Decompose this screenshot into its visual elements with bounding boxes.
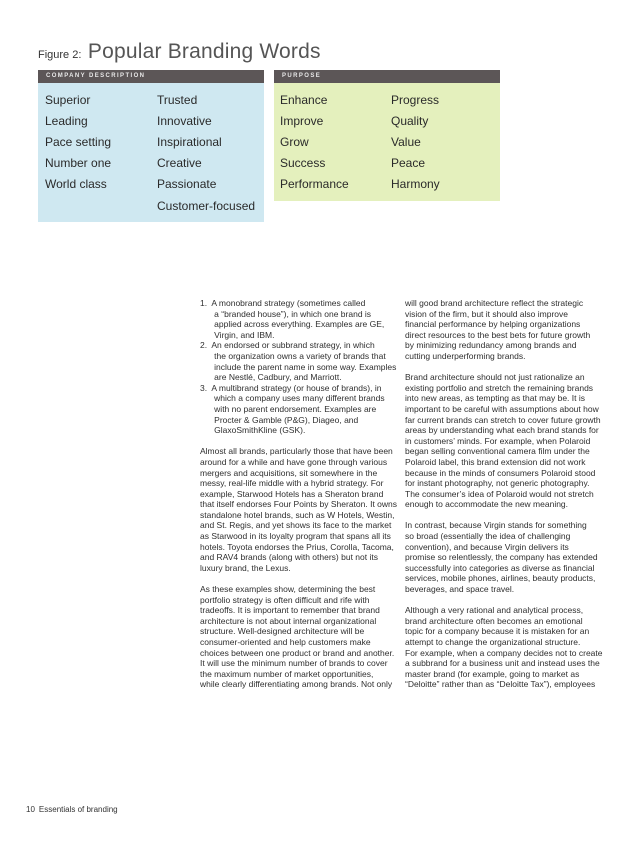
text-line: and St. Regis, and yet shows its face to the market [200, 520, 392, 531]
text-line: “Deloitte” rather than as “Deloitte Tax”), employees [405, 679, 596, 690]
company-description-body [38, 83, 264, 222]
text-line: choices between one product or brand and another. [200, 647, 395, 658]
figure-name: Popular Branding Words [87, 40, 321, 63]
text-line: Polaroid label, this brand extension did not work [405, 456, 586, 467]
purpose-word: Harmony [391, 177, 440, 191]
text-line: direct resources to the best bets for future growth [405, 329, 591, 340]
text-line: 3. A multibrand strategy (or house of brands), in [200, 382, 382, 393]
company-word: World class [45, 177, 107, 191]
page-number: 10 [26, 805, 35, 814]
text-line: successfully into categories as diverse as financial [405, 562, 595, 573]
text-line: the maximum number of market opportunities, [200, 668, 374, 679]
text-line: As these examples show, determining the best [200, 584, 376, 595]
text-line [405, 362, 620, 373]
footer-text: Essentials of branding [38, 805, 118, 814]
text-line: 2. An endorsed or subbrand strategy, in which [200, 340, 375, 351]
text-line: master brand (for example, going to market as [405, 668, 580, 679]
text-line: existing portfolio and stretch the remaining brands [405, 382, 594, 393]
text-line: promise so relentlessly, the company has extended [405, 552, 598, 563]
text-line: cutting underperforming brands. [405, 350, 526, 361]
text-line: vision of the firm, but it should also improve [405, 308, 568, 319]
text-line: the organization owns a variety of brands that [200, 350, 386, 361]
text-line: convention), and because Virgin delivers its [405, 541, 569, 552]
text-line: 1. A monobrand strategy (sometimes called [200, 298, 366, 308]
text-line [405, 510, 620, 521]
text-line: with no parent endorsement. Examples are [200, 403, 377, 414]
text-line: because in the minds of consumers Polaroid stood [405, 467, 596, 478]
text-line [200, 436, 396, 447]
text-line: Virgin, and IBM. [200, 329, 275, 340]
text-line: hotels. Toyota endorses the Prius, Corolla, Tacoma, [200, 541, 394, 552]
text-line: in customers’ minds. For example, when Polaroid [405, 435, 591, 446]
text-line: Almost all brands, particularly those that have been [200, 446, 393, 457]
text-line [200, 573, 396, 584]
company-word: Number one [45, 156, 112, 170]
figure-label: Figure 2: [38, 49, 82, 61]
text-line: as Starwood in its loyalty program that spans all its [200, 531, 391, 542]
text-line: a subbrand for a business unit and instead uses the [405, 658, 600, 669]
purpose-word: Progress [391, 93, 440, 107]
text-line: It will use the minimum number of brands to cover [200, 658, 388, 669]
text-line: consumer-oriented and help customers make [200, 637, 371, 647]
text-line: messy, real-life middle with a hybrid strategy. For [200, 478, 384, 489]
company-word: Passionate [157, 177, 217, 191]
company-word: Pace setting [45, 135, 112, 149]
text-line: by minimizing redundancy among brands and [405, 340, 577, 351]
text-line: are Nestlé, Cadbury, and Marriott. [200, 372, 342, 383]
company-word: Leading [45, 114, 88, 128]
text-line: while clearly differentiating among brands. Not only [200, 679, 393, 690]
text-line: example, Starwood Hotels has a Sheraton brand [200, 488, 384, 499]
text-line [405, 595, 620, 606]
body-text-left-column [200, 298, 396, 690]
purpose-word: Success [280, 156, 326, 170]
page-footer [26, 805, 118, 814]
purpose-word: Improve [280, 114, 324, 128]
purpose-word: Quality [391, 114, 429, 128]
company-word: Inspirational [157, 135, 222, 149]
text-line: luxury brand, the Lexus. [200, 562, 291, 573]
company-word: Customer-focused [157, 199, 256, 213]
purpose-word: Grow [280, 135, 309, 149]
text-line: tradeoffs. It is important to remember that brand [200, 605, 380, 616]
text-line: portfolio strategy is often difficult and rife with [200, 594, 370, 605]
text-line: a “branded house”), in which one brand is [200, 308, 372, 319]
text-line: architecture is not about internal organizational [200, 615, 377, 626]
text-line: The consumer’s idea of Polaroid would not stretch [405, 488, 594, 499]
text-line: mergers and acquisitions, sit somewhere in the [200, 467, 378, 478]
purpose-panel [274, 70, 500, 201]
company-description-header: COMPANY DESCRIPTION [38, 70, 264, 83]
text-line: GlaxoSmithKline (GSK). [200, 425, 306, 436]
text-line: include the parent name in some way. Examples [200, 361, 397, 372]
company-word: Trusted [157, 93, 198, 107]
figure-title [38, 40, 321, 64]
company-word: Creative [157, 156, 202, 170]
text-line: financial performance by helping organizations [405, 319, 581, 330]
text-line: Brand architecture should not just rationalize an [405, 372, 585, 383]
text-line: important to be careful with assumptions about how [405, 403, 599, 414]
company-word: Innovative [157, 114, 212, 128]
purpose-word: Enhance [280, 93, 328, 107]
text-line: and RAV4 brands (along with others) but not its [200, 552, 378, 563]
purpose-word: Performance [280, 177, 349, 191]
text-line: Procter & Gamble (P&G), Diageo, and [200, 414, 359, 425]
body-text-right-column [405, 298, 620, 690]
text-line: began selling conventional camera film under the [405, 446, 590, 457]
text-line: standalone hotel brands, such as W Hotels, Westin, [200, 509, 395, 520]
text-line: Although a very rational and analytical process, [405, 605, 584, 616]
text-line: services, mobile phones, airlines, beauty products, [405, 573, 596, 584]
text-line: applied across everything. Examples are GE, [200, 319, 385, 330]
purpose-word: Value [391, 135, 421, 149]
text-line: enough to accommodate the new meaning. [405, 499, 569, 510]
text-line: around for a while and have gone through various [200, 456, 388, 467]
text-line: beverages, and space travel. [405, 584, 515, 595]
purpose-body [274, 83, 500, 201]
company-description-panel [38, 70, 264, 222]
text-line: into new areas, as tempting as that may be. It is [405, 393, 586, 404]
text-line: attempt to change the organizational structure. [405, 637, 581, 647]
text-line: structure. Well-designed architecture will be [200, 626, 365, 637]
text-line: far current brands can stretch to cover future growth [405, 414, 601, 425]
text-line: For example, when a company decides not to create [405, 647, 603, 658]
text-line: topic for a company because it is mistaken for an [405, 626, 590, 637]
text-line: that itself endorses Four Points by Sheraton. It owns [200, 499, 398, 510]
purpose-header: PURPOSE [274, 70, 500, 83]
text-line: for instant photography, not generic photography. [405, 478, 590, 489]
text-line: will good brand architecture reflect the strategic [405, 298, 584, 308]
purpose-word: Peace [391, 156, 426, 170]
text-line: brand architecture often becomes an emotional [405, 615, 583, 626]
text-line: which a company uses many different brands [200, 393, 385, 404]
text-line: so broad (essentially the idea of challenging [405, 531, 571, 542]
text-line: areas by understanding what each brand stands for [405, 425, 599, 436]
text-line: In contrast, because Virgin stands for something [405, 520, 587, 531]
company-word: Superior [45, 93, 91, 107]
